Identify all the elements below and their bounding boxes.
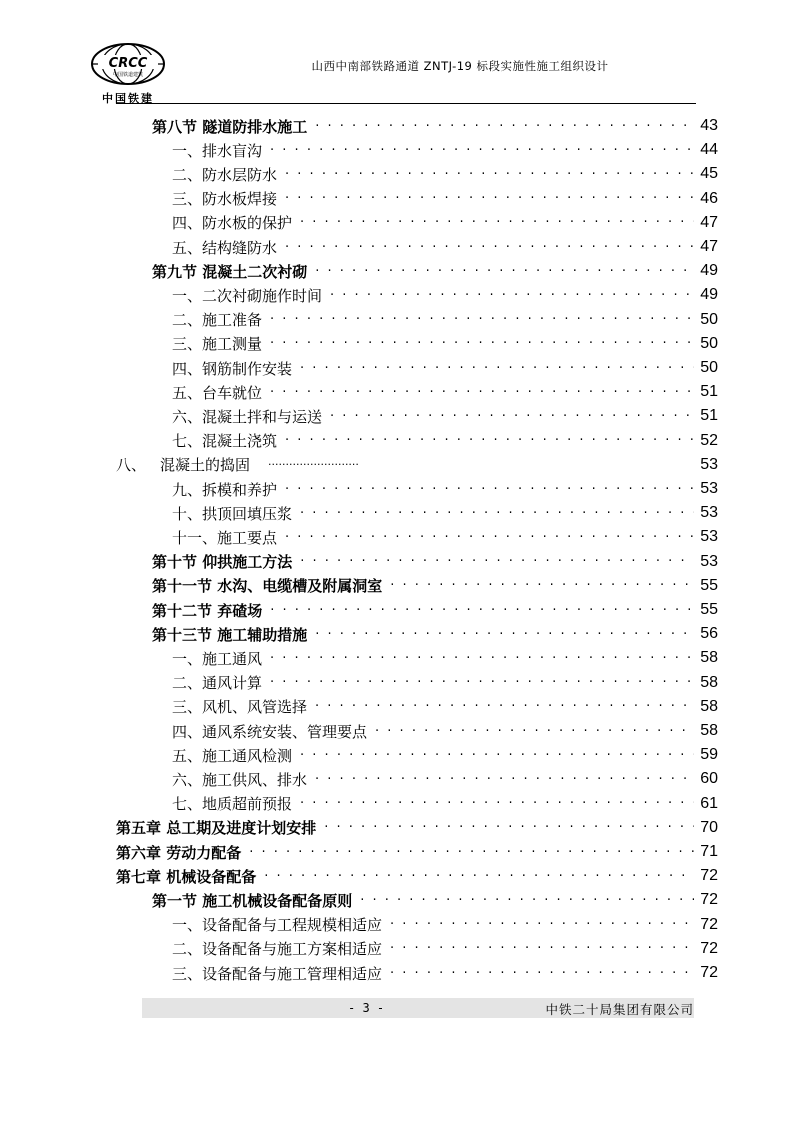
toc-entry[interactable] [172, 937, 718, 961]
toc-entry-label: 设备配备与施工管理相适应 [202, 964, 383, 983]
toc-entry[interactable] [116, 864, 718, 888]
toc-entry-number: 三、 [172, 335, 203, 354]
toc-entry[interactable] [172, 767, 718, 791]
toc-leader-dots [285, 530, 694, 545]
toc-leader-dots [300, 554, 694, 569]
toc-entry-number: 四、 [172, 359, 203, 378]
page-number: - 3 - [348, 1001, 385, 1015]
toc-entry-label: 施工要点 [217, 528, 278, 547]
toc-entry-label: 第十一节 水沟、电缆槽及附属洞室 [152, 577, 383, 596]
toc-leader-dots [315, 627, 694, 642]
toc-entry[interactable] [172, 187, 718, 211]
toc-entry-page: 44 [700, 141, 718, 159]
toc-entry-number: 一、 [172, 286, 203, 305]
toc-leader-dots [270, 385, 694, 400]
toc-entry[interactable] [172, 671, 718, 695]
toc-entry-number: 五、 [172, 383, 203, 402]
toc-entry-page: 49 [700, 262, 718, 280]
toc-entry-number: 七、 [172, 795, 203, 814]
toc-entry-label: 防水层防水 [202, 165, 278, 184]
company-logo [86, 40, 170, 105]
toc-entry[interactable] [172, 961, 718, 985]
toc-entry-page: 45 [700, 165, 718, 183]
toc-entry-label: 第六章 劳动力配备 [116, 843, 242, 862]
toc-leader-dots [330, 288, 694, 303]
toc-entry-label: 拱顶回填压浆 [202, 504, 293, 523]
toc-leader-dots [300, 215, 694, 230]
toc-entry-page: 55 [700, 576, 718, 594]
toc-leader-dots [264, 869, 694, 884]
toc-entry-label: 设备配备与施工方案相适应 [202, 940, 383, 959]
toc-leader-dots [324, 820, 694, 835]
logo-subtext: 中国铁道建筑 [112, 72, 144, 78]
toc-entry[interactable] [172, 211, 718, 235]
toc-entry-page: 72 [700, 867, 718, 885]
logo-caption: 中国铁建 [102, 92, 154, 105]
toc-leader-dots [315, 772, 694, 787]
toc-entry-label: 台车就位 [202, 383, 263, 402]
toc-leader-dots [270, 603, 694, 618]
toc-entry-page: 50 [700, 310, 718, 328]
footer-company: 中铁二十局集团有限公司 [545, 1002, 694, 1017]
toc-entry-page: 58 [700, 722, 718, 739]
toc-entry[interactable] [152, 888, 718, 912]
toc-entry-label: 防水板的保护 [202, 214, 293, 233]
toc-leader-dots [268, 457, 359, 472]
document-title: 山西中南部铁路通道 ZNTJ-19 标段实施性施工组织设计 [311, 59, 609, 73]
toc-leader-dots [270, 651, 694, 666]
toc-leader-dots [390, 917, 694, 932]
toc-entry-page: 47 [700, 238, 718, 255]
toc-entry-number: 三、 [172, 190, 203, 209]
toc-entry-label: 第十二节 弃碴场 [152, 601, 263, 620]
toc-leader-dots [270, 312, 694, 327]
toc-leader-dots [315, 119, 694, 134]
toc-entry-number: 十、 [172, 504, 203, 523]
toc-leader-dots [249, 845, 694, 860]
toc-leader-dots [285, 167, 694, 182]
toc-entry-label: 第五章 总工期及进度计划安排 [116, 819, 317, 838]
toc-leader-dots [300, 748, 694, 763]
toc-entry[interactable] [172, 792, 718, 816]
toc-entry-page: 46 [700, 189, 718, 207]
toc-entry-label: 第十节 仰拱施工方法 [152, 553, 293, 572]
toc-entry-label: 施工准备 [202, 311, 263, 330]
toc-entry-label: 第七章 机械设备配备 [116, 867, 257, 886]
toc-entry-number: 八、 [116, 456, 147, 475]
toc-entry-page: 55 [700, 601, 718, 618]
toc-entry[interactable] [172, 356, 718, 380]
toc-entry-page: 51 [700, 407, 718, 425]
toc-entry-page: 51 [700, 383, 718, 401]
toc-entry-page: 53 [700, 528, 718, 546]
toc-entry-number: 四、 [172, 214, 203, 233]
toc-entry-label: 混凝土浇筑 [202, 432, 278, 451]
toc-entry-number: 三、 [172, 698, 203, 717]
toc-entry-page: 53 [700, 552, 718, 570]
toc-entry[interactable] [172, 332, 718, 356]
toc-leader-dots [285, 433, 694, 448]
toc-entry[interactable] [152, 259, 718, 283]
toc-entry-page: 58 [700, 649, 718, 667]
toc-entry[interactable] [172, 235, 718, 259]
toc-entry-label: 施工测量 [202, 335, 263, 354]
toc-leader-dots [300, 361, 694, 376]
toc-entry-number: 五、 [172, 746, 203, 765]
toc-entry[interactable] [172, 719, 718, 743]
toc-entry[interactable] [172, 525, 718, 549]
toc-entry-number: 一、 [172, 649, 203, 668]
toc-leader-dots [330, 409, 694, 424]
toc-entry-number: 二、 [172, 311, 203, 330]
toc-leader-dots [285, 482, 694, 497]
toc-leader-dots [390, 578, 694, 593]
toc-entry[interactable] [172, 380, 718, 404]
toc-entry-page: 53 [700, 455, 718, 473]
toc-entry-label: 排水盲沟 [202, 141, 263, 160]
toc-entry-page: 72 [700, 964, 718, 981]
toc-leader-dots [270, 336, 694, 351]
toc-entry[interactable] [172, 404, 718, 428]
toc-entry-page: 58 [700, 697, 718, 715]
toc-entry-label: 第十三节 施工辅助措施 [152, 625, 308, 644]
toc-entry-label: 施工通风 [202, 649, 263, 668]
toc-entry-label: 防水板焊接 [202, 190, 278, 209]
toc-entry[interactable] [152, 550, 718, 574]
toc-entry-label: 第九节 混凝土二次衬砌 [152, 262, 308, 281]
toc-leader-dots [270, 143, 694, 158]
toc-entry-number: 二、 [172, 940, 203, 959]
toc-entry-number: 七、 [172, 432, 203, 451]
toc-leader-dots [300, 506, 694, 521]
toc-entry-label: 结构缝防水 [202, 238, 278, 257]
toc-entry-number: 二、 [172, 165, 203, 184]
toc-entry-page: 71 [700, 843, 718, 860]
header-divider [116, 103, 696, 104]
toc-entry[interactable] [152, 114, 718, 138]
toc-entry-page: 43 [700, 117, 718, 134]
toc-entry-page: 70 [700, 818, 718, 836]
toc-entry-page: 47 [700, 213, 718, 231]
toc-entry-page: 61 [700, 794, 718, 812]
toc-entry-number: 六、 [172, 407, 203, 426]
crcc-logo-icon [86, 40, 170, 90]
toc-entry-number: 一、 [172, 916, 203, 935]
toc-entry-page: 56 [700, 625, 718, 643]
toc-leader-dots [390, 966, 694, 981]
toc-entry-page: 60 [700, 770, 718, 788]
toc-entry-page: 58 [700, 673, 718, 691]
toc-entry-label: 拆模和养护 [202, 480, 278, 499]
toc-entry-label: 混凝土拌和与运送 [202, 407, 323, 426]
toc-entry-page: 50 [700, 359, 718, 376]
toc-leader-dots [315, 264, 694, 279]
toc-entry-number: 四、 [172, 722, 203, 741]
toc-entry-page: 53 [700, 504, 718, 522]
toc-entry[interactable] [116, 453, 718, 477]
toc-entry[interactable] [152, 622, 718, 646]
toc-entry-page: 49 [700, 286, 718, 304]
toc-entry-page: 52 [700, 431, 718, 449]
toc-entry[interactable] [172, 429, 718, 453]
toc-entry-label: 通风计算 [202, 674, 263, 693]
toc-leader-dots [300, 796, 694, 811]
toc-entry[interactable] [116, 840, 718, 864]
toc-entry-number: 十一、 [172, 528, 218, 547]
toc-entry-page: 59 [700, 746, 718, 764]
toc-entry-label: 第一节 施工机械设备配备原则 [152, 891, 353, 910]
toc-entry-page: 53 [700, 480, 718, 497]
toc-leader-dots [360, 893, 694, 908]
toc-entry-label: 地质超前预报 [202, 795, 293, 814]
toc-entry-number: 二、 [172, 674, 203, 693]
toc-entry-number: 六、 [172, 770, 203, 789]
toc-entry-label: 风机、风管选择 [202, 698, 308, 717]
toc-entry-label: 钢筋制作安装 [202, 359, 293, 378]
toc-entry-label: 施工通风检测 [202, 746, 293, 765]
toc-entry[interactable] [172, 308, 718, 332]
toc-entry[interactable] [152, 574, 718, 598]
toc-entry-page: 72 [700, 915, 718, 933]
toc-entry-number: 九、 [172, 480, 203, 499]
toc-entry-label: 设备配备与工程规模相适应 [202, 916, 383, 935]
toc-leader-dots [270, 675, 694, 690]
toc-entry-page: 72 [700, 939, 718, 957]
toc-entry-number: 三、 [172, 964, 203, 983]
toc-leader-dots [390, 941, 694, 956]
toc-entry-number: 五、 [172, 238, 203, 257]
toc-entry-label: 二次衬砌施作时间 [202, 286, 323, 305]
toc-leader-dots [315, 699, 694, 714]
toc-entry[interactable] [172, 162, 718, 186]
toc-entry-page: 72 [700, 891, 718, 909]
toc-entry-number: 一、 [172, 141, 203, 160]
toc-entry[interactable] [172, 743, 718, 767]
toc-entry-label: 施工供风、排水 [202, 770, 308, 789]
logo-text: CRCC [108, 56, 148, 71]
toc-entry[interactable] [172, 695, 718, 719]
toc-entry-label: 通风系统安装、管理要点 [202, 722, 368, 741]
toc-leader-dots [375, 724, 694, 739]
toc-leader-dots [285, 191, 694, 206]
toc-entry-label: 第八节 隧道防排水施工 [152, 117, 308, 136]
toc-entry[interactable] [172, 283, 718, 307]
toc-entry[interactable] [172, 501, 718, 525]
toc-entry[interactable] [172, 646, 718, 670]
toc-entry-label: 混凝土的捣固 [160, 456, 251, 475]
toc-entry-page: 50 [700, 334, 718, 352]
toc-entry[interactable] [116, 816, 718, 840]
toc-entry[interactable] [152, 598, 718, 622]
toc-entry[interactable] [172, 138, 718, 162]
toc-leader-dots [285, 240, 694, 255]
toc-entry[interactable] [172, 913, 718, 937]
toc-entry[interactable] [172, 477, 718, 501]
